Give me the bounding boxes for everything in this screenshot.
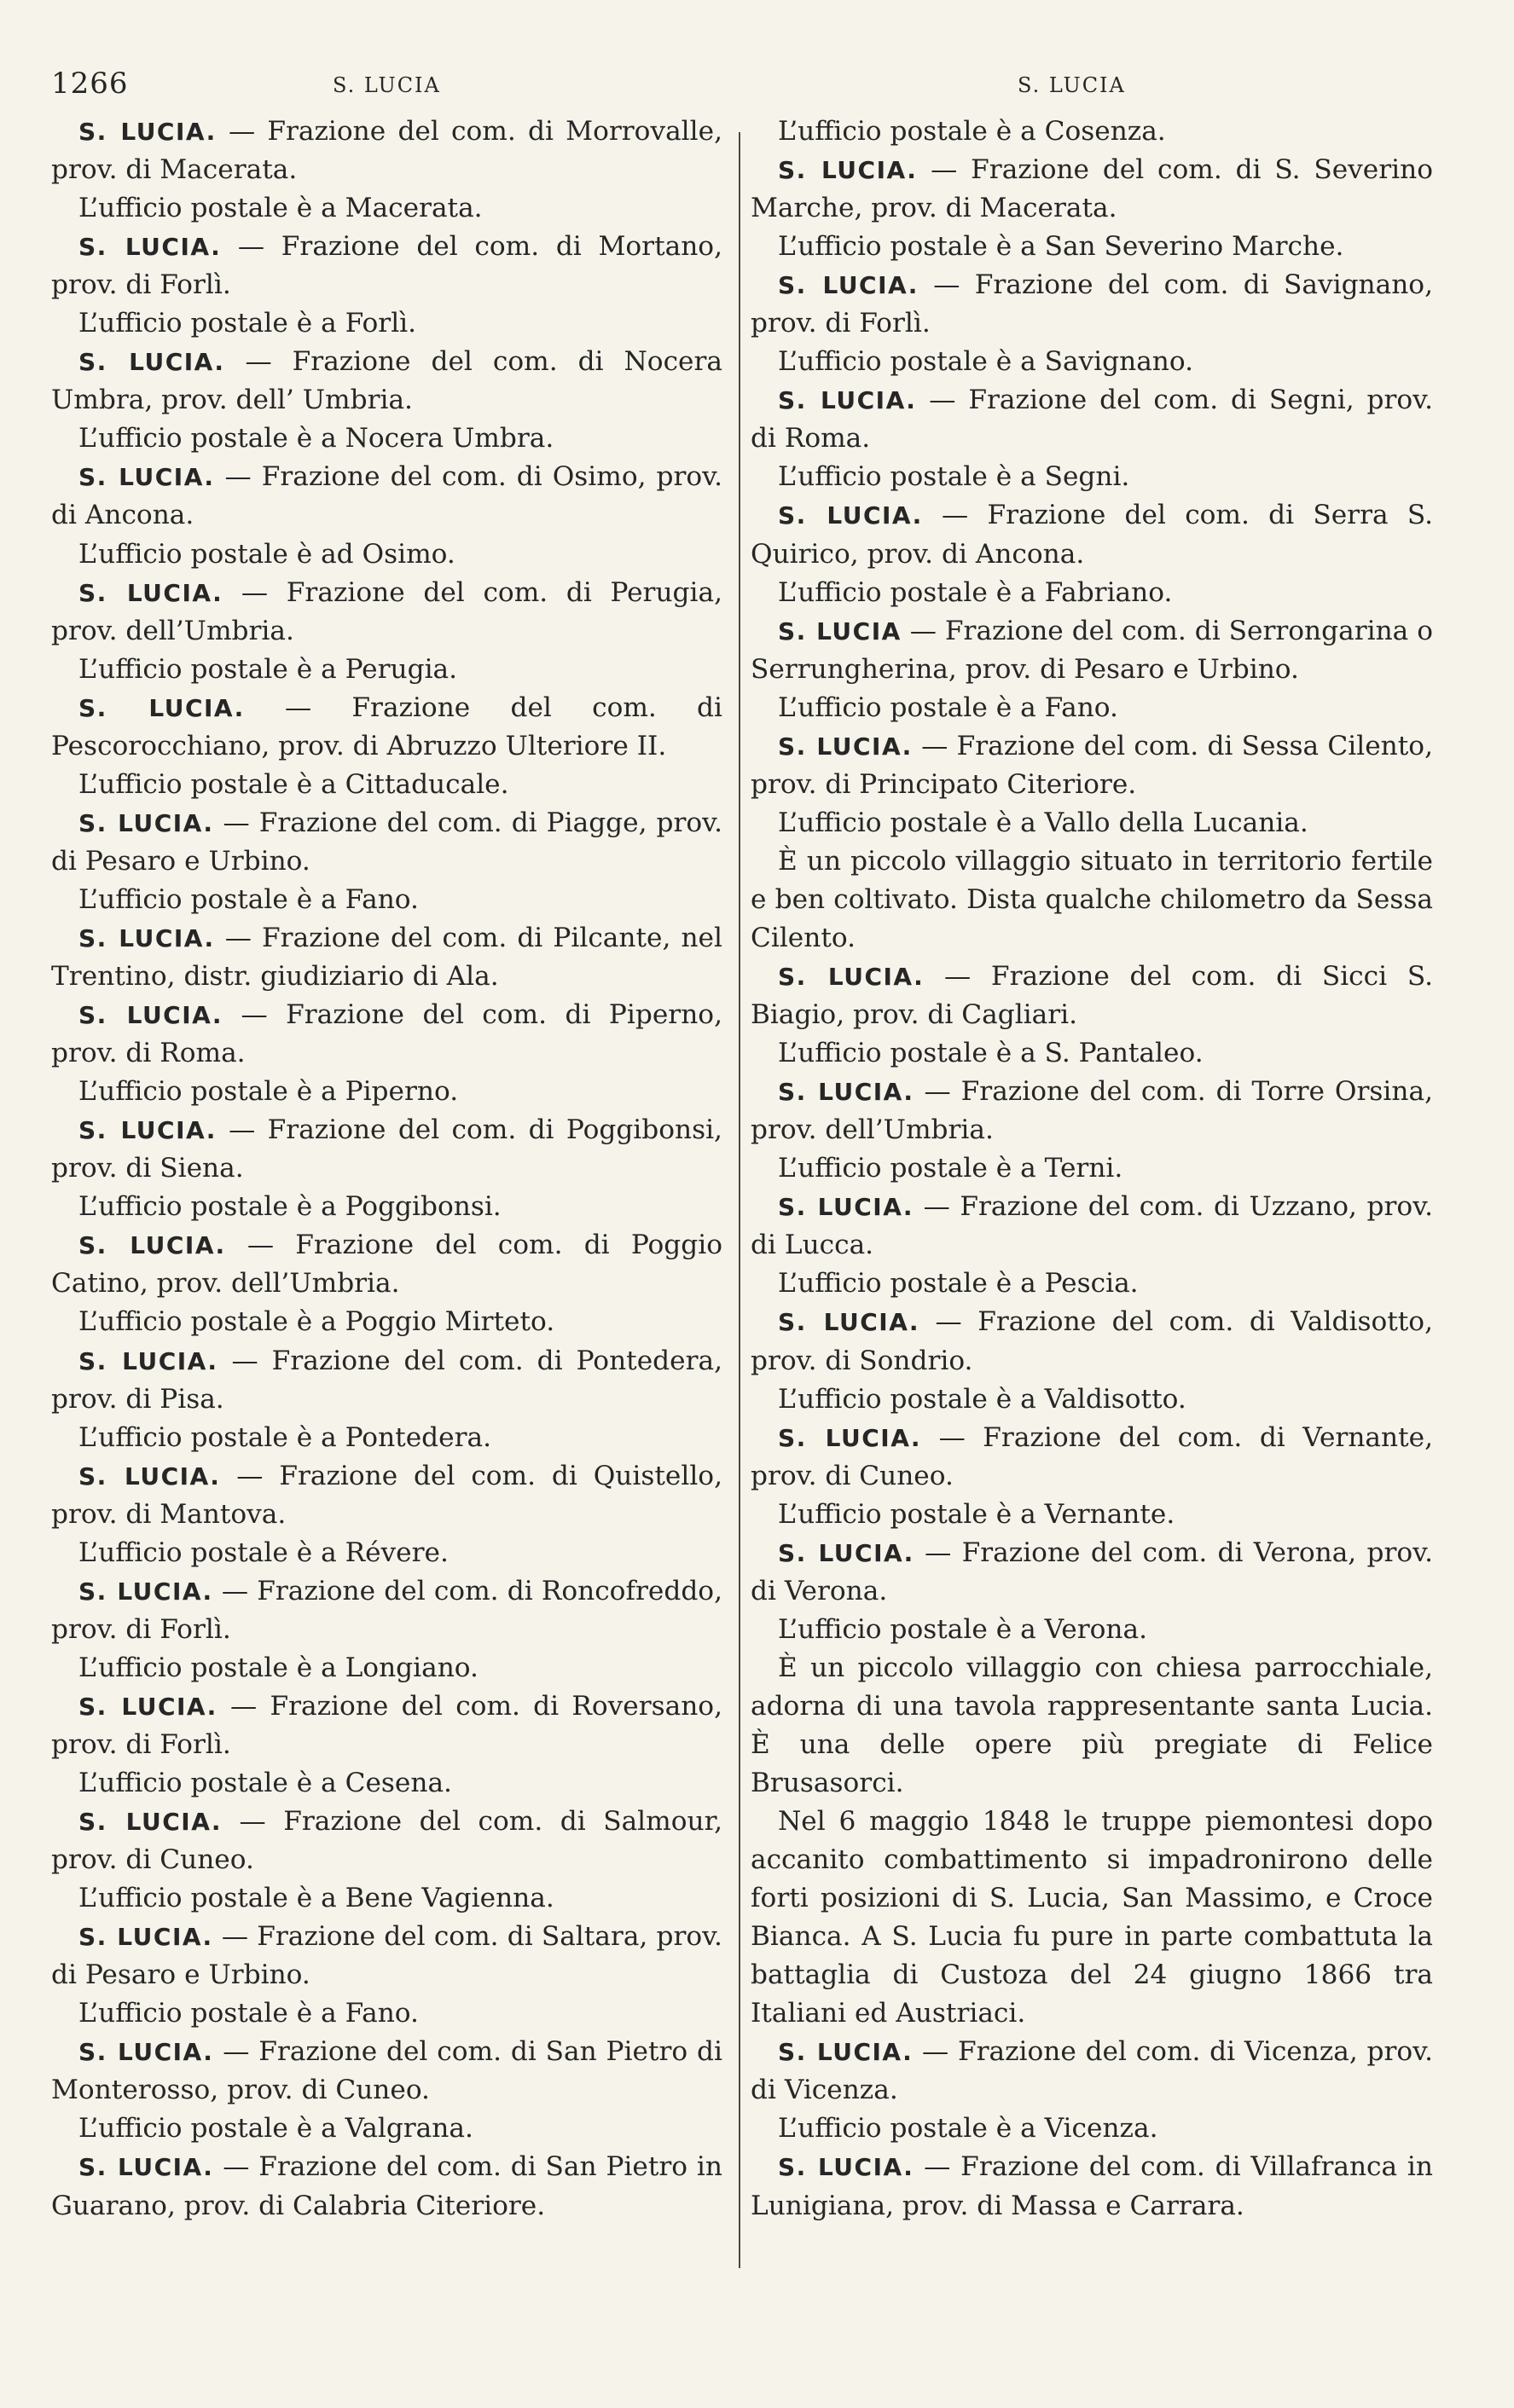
post-office-line: L’ufficio postale è a Fano.	[78, 883, 419, 915]
entry-headword: S. LUCIA.	[78, 1462, 221, 1491]
post-office-line: L’ufficio postale è a Valdisotto.	[778, 1383, 1186, 1415]
gazetteer-entry	[51, 574, 722, 689]
entry-description	[751, 266, 1433, 343]
entry-text: — Frazione del com. di Piagge, prov. di Pesaro e Urbino.	[51, 807, 722, 877]
post-office-line: L’ufficio postale è a Poggibonsi.	[78, 1191, 502, 1223]
gazetteer-entry	[751, 1419, 1433, 1534]
entry-text: — Frazione del com. di Saltara, prov. di Pesaro e Urbino.	[51, 1921, 722, 1991]
entry-headword: S. LUCIA.	[778, 732, 913, 761]
entry-headword: S. LUCIA.	[778, 1193, 914, 1222]
entry-text: — Frazione del com. di Sicci S. Biagio, prov. di Cagliari.	[751, 961, 1433, 1031]
entry-description	[51, 574, 722, 651]
gazetteer-entry	[751, 381, 1433, 496]
entry-headword: S. LUCIA.	[778, 2038, 914, 2067]
entry-description	[51, 343, 722, 420]
gazetteer-entry	[51, 1918, 722, 2033]
entry-headword: S. LUCIA	[778, 616, 902, 645]
post-office-line: L’ufficio postale è a Vicenza.	[778, 2113, 1158, 2145]
entry-description	[51, 2033, 722, 2110]
entry-text: — Frazione del com. di Vernante, prov. di Cuneo.	[751, 1421, 1433, 1491]
entry-description	[51, 804, 722, 881]
entry-headword: S. LUCIA.	[78, 693, 245, 722]
gazetteer-entry	[51, 2033, 722, 2148]
post-office-line: L’ufficio postale è a Poggio Mirteto.	[78, 1306, 555, 1338]
entry-text: — Frazione del com. di Vicenza, prov. di Vicenza.	[751, 2036, 1433, 2106]
gazetteer-entry	[751, 958, 1433, 1073]
entry-text: — Frazione del com. di Piperno, prov. di Roma.	[51, 999, 722, 1069]
entry-description	[51, 1111, 722, 1188]
entry-headword: S. LUCIA.	[78, 578, 223, 607]
entry-text: — Frazione del com. di Salmour, prov. di Cuneo.	[51, 1806, 722, 1876]
entry-headword: S. LUCIA.	[778, 963, 925, 992]
entry-description	[51, 1226, 722, 1303]
entry-text: — Frazione del com. di Poggio Catino, prov. dell’Umbria.	[51, 1230, 722, 1300]
post-office-line: L’ufficio postale è a Perugia.	[78, 653, 458, 685]
entry-description	[751, 1073, 1433, 1149]
entry-description	[751, 2148, 1433, 2225]
gazetteer-entry	[751, 496, 1433, 611]
entry-text: — Frazione del com. di Uzzano, prov. di Lucca.	[751, 1191, 1433, 1261]
gazetteer-entry	[51, 1111, 722, 1226]
entry-headword: S. LUCIA.	[778, 1308, 920, 1337]
entry-note: È un piccolo villaggio situato in territorio fertile e ben coltivato. Dista qualche chilometro da Sessa Cilento.	[751, 845, 1433, 953]
column-divider	[739, 132, 740, 2268]
entry-text: — Frazione del com. di Osimo, prov. di Ancona.	[51, 461, 722, 531]
gazetteer-entry	[751, 1534, 1433, 2034]
entry-headword: S. LUCIA.	[778, 501, 923, 530]
entry-text: — Frazione del com. di San Pietro di Monterosso, prov. di Cuneo.	[51, 2036, 722, 2106]
entry-description	[51, 689, 722, 766]
entry-description	[751, 151, 1433, 228]
entry-description	[751, 958, 1433, 1034]
entry-headword: S. LUCIA.	[778, 156, 918, 185]
gazetteer-entry	[51, 996, 722, 1111]
entry-description	[751, 496, 1433, 573]
entry-headword: S. LUCIA.	[78, 348, 225, 377]
gazetteer-entry	[51, 343, 722, 458]
gazetteer-entry	[751, 1073, 1433, 1188]
entry-description	[51, 919, 722, 996]
post-office-line: L’ufficio postale è a Fano.	[78, 1998, 419, 2029]
post-office-line: L’ufficio postale è a Cosenza.	[778, 116, 1166, 147]
entry-description	[751, 612, 1433, 689]
post-office-line: L’ufficio postale è a Cesena.	[78, 1768, 452, 1799]
entry-description	[51, 458, 722, 535]
entry-description	[51, 1918, 722, 1994]
entry-description	[751, 1188, 1433, 1265]
entry-text: — Frazione del com. di S. Severino Marche, prov. di Macerata.	[751, 154, 1433, 224]
entry-headword: S. LUCIA.	[78, 2153, 214, 2182]
entry-description	[51, 1803, 722, 1879]
entry-headword: S. LUCIA.	[778, 386, 917, 415]
entry-headword: S. LUCIA.	[778, 1423, 922, 1452]
entry-headword: S. LUCIA.	[78, 233, 222, 262]
entry-text: — Frazione del com. di Serrongarina o Serrungherina, prov. di Pesaro e Urbino.	[751, 615, 1433, 685]
gazetteer-entry	[51, 1457, 722, 1572]
entry-headword: S. LUCIA.	[78, 118, 217, 146]
entry-headword: S. LUCIA.	[78, 923, 215, 952]
entry-text: — Frazione del com. di Pontedera, prov. di Pisa.	[51, 1345, 722, 1415]
entry-headword: S. LUCIA.	[78, 1346, 218, 1375]
post-office-line: L’ufficio postale è a Nocera Umbra.	[78, 423, 554, 454]
running-title-right: S. LUCIA	[1018, 73, 1126, 97]
post-office-line: L’ufficio postale è a Vernante.	[778, 1498, 1175, 1530]
entry-description	[51, 1457, 722, 1534]
gazetteer-entry	[751, 113, 1433, 151]
gazetteer-entry	[51, 1687, 722, 1803]
post-office-line: L’ufficio postale è a Forlì.	[78, 308, 417, 339]
page-header	[0, 67, 1514, 109]
entry-headword: S. LUCIA.	[78, 463, 215, 492]
entry-headword: S. LUCIA.	[78, 1231, 226, 1260]
entry-description	[51, 228, 722, 304]
gazetteer-entry	[51, 1803, 722, 1918]
post-office-line: L’ufficio postale è a Révere.	[78, 1537, 449, 1568]
entry-description	[51, 2148, 722, 2225]
entry-text: — Frazione del com. di Savignano, prov. di Forlì.	[751, 269, 1433, 339]
entry-text: — Frazione del com. di Mortano, prov. di Forlì.	[51, 231, 722, 301]
gazetteer-entry	[751, 1303, 1433, 1418]
entry-headword: S. LUCIA.	[78, 2038, 214, 2067]
entry-headword: S. LUCIA.	[78, 1001, 223, 1030]
right-column	[751, 113, 1433, 2226]
gazetteer-entry	[51, 689, 722, 804]
entry-text: — Frazione del com. di Valdisotto, prov. di Sondrio.	[751, 1306, 1433, 1376]
gazetteer-entry	[51, 458, 722, 573]
entry-description	[751, 1534, 1433, 1611]
entry-headword: S. LUCIA.	[78, 1577, 213, 1606]
post-office-line: L’ufficio postale è a Segni.	[778, 461, 1130, 493]
post-office-line: L’ufficio postale è a Valgrana.	[78, 2113, 473, 2145]
entry-text: — Frazione del com. di Nocera Umbra, prov. dell’ Umbria.	[51, 346, 722, 416]
post-office-line: L’ufficio postale è a San Severino Marche.	[778, 231, 1344, 263]
entry-description	[51, 1687, 722, 1764]
gazetteer-entry	[51, 1226, 722, 1341]
post-office-line: L’ufficio postale è a Savignano.	[778, 346, 1194, 378]
entry-description	[751, 1303, 1433, 1380]
gazetteer-entry	[51, 919, 722, 996]
entry-headword: S. LUCIA.	[778, 2153, 914, 2182]
entry-text: — Frazione del com. di Roncofreddo, prov. di Forlì.	[51, 1575, 722, 1645]
entry-text: — Frazione del com. di Sessa Cilento, prov. di Principato Citeriore.	[751, 730, 1433, 800]
entry-text: — Frazione del com. di Pescorocchiano, prov. di Abruzzo Ulteriore II.	[51, 692, 722, 761]
entry-text: — Frazione del com. di Morrovalle, prov. di Macerata.	[51, 116, 722, 186]
entry-text: — Frazione del com. di Verona, prov. di Verona.	[751, 1537, 1433, 1606]
running-title-left: S. LUCIA	[333, 73, 441, 97]
entry-text: — Frazione del com. di Pilcante, nel Trentino, distr. giudiziario di Ala.	[51, 922, 722, 993]
gazetteer-entry	[751, 727, 1433, 958]
post-office-line: L’ufficio postale è a Fano.	[778, 692, 1118, 723]
entry-headword: S. LUCIA.	[78, 1692, 218, 1721]
entry-headword: S. LUCIA.	[78, 1808, 223, 1837]
post-office-line: L’ufficio postale è a Fabriano.	[778, 576, 1173, 608]
post-office-line: L’ufficio postale è a Pontedera.	[78, 1421, 491, 1453]
post-office-line: L’ufficio postale è a Pescia.	[778, 1268, 1139, 1300]
post-office-line: L’ufficio postale è a Longiano.	[78, 1652, 479, 1683]
entry-description	[51, 996, 722, 1073]
entry-headword: S. LUCIA.	[78, 1116, 217, 1145]
entry-text: — Frazione del com. di San Pietro in Guarano, prov. di Calabria Citeriore.	[51, 2151, 722, 2221]
entry-note: Nel 6 maggio 1848 le truppe piemontesi dopo accanito combattimento si impadronirono delle forti posizioni di S. Lucia, San Massimo, e Croce Bianca. A S. Lucia fu pure in parte combattuta la battaglia di Custoza del 24 giugno 1866 tra Italiani ed Austriaci.	[751, 1806, 1433, 2029]
entry-headword: S. LUCIA.	[778, 1078, 914, 1107]
entry-description	[751, 381, 1433, 458]
entry-description	[51, 1342, 722, 1419]
gazetteer-entry	[51, 804, 722, 919]
post-office-line: L’ufficio postale è a Cittaducale.	[78, 768, 509, 800]
entry-headword: S. LUCIA.	[78, 1923, 213, 1952]
left-column	[51, 113, 722, 2226]
post-office-line: L’ufficio postale è a S. Pantaleo.	[778, 1038, 1204, 1069]
entry-text: — Frazione del com. di Roversano, prov. di Forlì.	[51, 1690, 722, 1760]
gazetteer-entry	[751, 2033, 1433, 2148]
gazetteer-entry	[751, 1188, 1433, 1303]
post-office-line: L’ufficio postale è a Piperno.	[78, 1076, 459, 1108]
entry-text: — Frazione del com. di Perugia, prov. dell’Umbria.	[51, 576, 722, 646]
gazetteer-entry	[751, 266, 1433, 381]
entry-headword: S. LUCIA.	[778, 271, 919, 300]
gazetteer-entry	[751, 151, 1433, 266]
gazetteer-entry	[51, 2148, 722, 2225]
entry-text: — Frazione del com. di Villafranca in Lunigiana, prov. di Massa e Carrara.	[751, 2151, 1433, 2221]
entry-text: — Frazione del com. di Serra S. Quirico, prov. di Ancona.	[751, 500, 1433, 570]
entry-description	[751, 2033, 1433, 2110]
entry-headword: S. LUCIA.	[778, 1538, 914, 1567]
entry-note: È un piccolo villaggio con chiesa parrocchiale, adorna di una tavola rappresentante santa Lucia. È una delle opere più pregiate di Felice Brusasorci.	[751, 1652, 1433, 1799]
entry-description	[51, 1572, 722, 1649]
post-office-line: L’ufficio postale è a Verona.	[778, 1613, 1147, 1645]
gazetteer-entry	[51, 113, 722, 228]
post-office-line: L’ufficio postale è a Bene Vagienna.	[78, 1883, 554, 1914]
gazetteer-entry	[751, 2148, 1433, 2225]
page-number: 1266	[51, 67, 129, 101]
post-office-line: L’ufficio postale è a Vallo della Lucania.	[778, 807, 1308, 838]
post-office-line: L’ufficio postale è a Terni.	[778, 1153, 1123, 1184]
post-office-line: L’ufficio postale è ad Osimo.	[78, 538, 455, 570]
entry-text: — Frazione del com. di Segni, prov. di Roma.	[751, 385, 1433, 454]
gazetteer-entry	[51, 1342, 722, 1457]
entry-text: — Frazione del com. di Quistello, prov. di Mantova.	[51, 1460, 722, 1530]
gazetteer-entry	[751, 612, 1433, 727]
entry-description	[751, 1419, 1433, 1496]
entry-text: — Frazione del com. di Poggibonsi, prov. di Siena.	[51, 1114, 722, 1184]
entry-text: — Frazione del com. di Torre Orsina, prov. dell’Umbria.	[751, 1076, 1433, 1146]
entry-headword: S. LUCIA.	[78, 808, 214, 837]
post-office-line: L’ufficio postale è a Macerata.	[78, 193, 483, 224]
entry-description	[51, 113, 722, 189]
gazetteer-entry	[51, 228, 722, 343]
entry-description	[751, 727, 1433, 804]
gazetteer-entry	[51, 1572, 722, 1687]
